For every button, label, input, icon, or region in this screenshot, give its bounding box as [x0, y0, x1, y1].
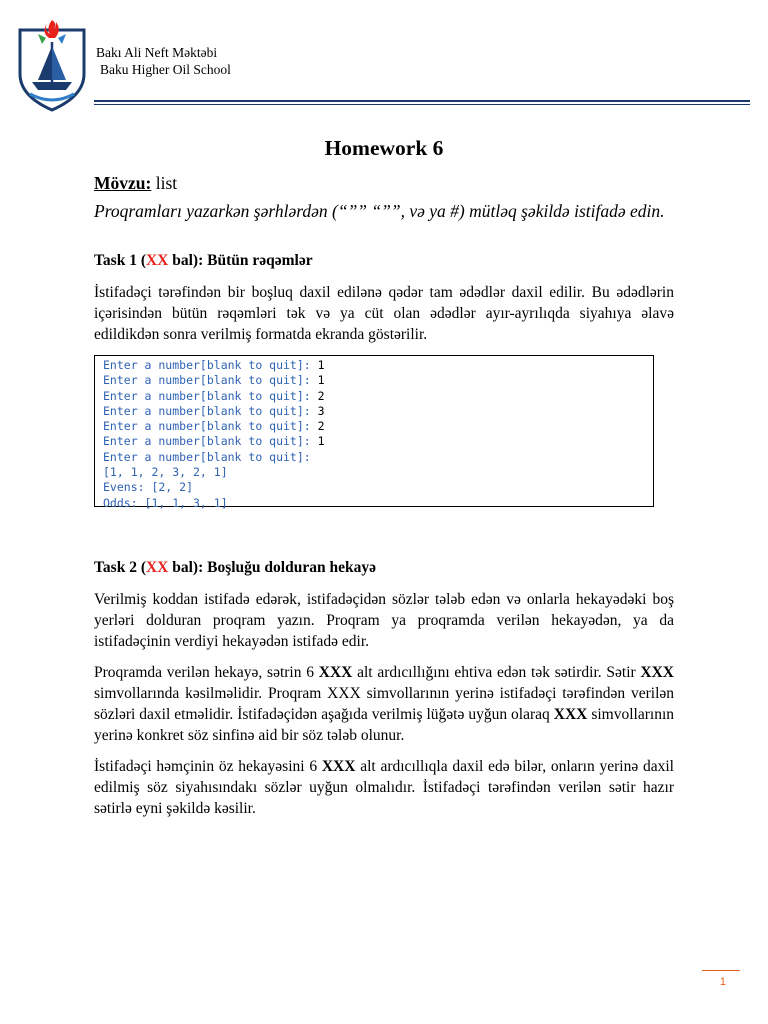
- task2-points: XX: [145, 559, 169, 576]
- code-line: Enter a number[blank to quit]: 1: [103, 434, 325, 449]
- code-line: Evens: [2, 2]: [103, 480, 194, 495]
- task2-paragraph-2: Proqramda verilən hekayə, sətrin 6 XXX alt ardıcıllığını ehtiva edən tək sətirdir. Sətir XXX simvollarında kəsilməlidir. Proqram XXX simvollarının yerinə istifadəçi tərəfindən verilən sözləri daxil etməlidir. İstifadəçidən aşağıda verilmiş lüğətə uyğun olaraq XXX simvollarının yerinə konkret söz sinfinə aid bir söz tələb olunur.: [94, 664, 675, 744]
- school-name-en: Baku Higher Oil School: [100, 62, 231, 77]
- task1-suffix: bal): Bütün rəqəmlər: [168, 252, 313, 269]
- task1-points: XX: [145, 252, 169, 269]
- header-rule: [94, 100, 750, 102]
- task2-suffix: bal): Boşluğu dolduran hekayə: [168, 559, 376, 576]
- task2-prefix: Task 2 (: [94, 559, 146, 576]
- code-line: Enter a number[blank to quit]: 1: [103, 373, 325, 388]
- school-name: [96, 44, 231, 78]
- code-line: Enter a number[blank to quit]: 1: [103, 358, 325, 372]
- topic-line: [94, 173, 674, 194]
- task2-paragraph-1: Verilmiş koddan istifadə edərək, istifadəçidən sözlər tələb edən və onlarla hekayədəki boş yerləri dolduran proqram yazın. Proqram ya proqramda verilən hekayədən, ya da istifadəçinin verdiyi hekayədən istifadə edir.: [94, 591, 674, 650]
- code-line: Enter a number[blank to quit]: 2: [103, 388, 325, 403]
- school-logo-icon: [16, 16, 88, 112]
- task1-paragraph: İstifadəçi tərəfindən bir boşluq daxil edilənə qədər tam ədədlər daxil edilir. Bu ədədlərin içərisindən bütün rəqəmləri tək və ya cüt olan ədədlər ayır-ayrılıqda siyahıya əlavə edildikdən sonra verilmiş formatda ekranda göstərilir.: [94, 284, 674, 343]
- header-rule-thin: [94, 104, 750, 105]
- code-sample-box: [94, 355, 654, 510]
- topic-value: list: [155, 173, 178, 193]
- code-line: Enter a number[blank to quit]: 2: [103, 419, 325, 434]
- footer-rule: [702, 970, 740, 971]
- document-title: Homework 6: [324, 136, 444, 160]
- code-line: Enter a number[blank to quit]:: [103, 449, 318, 464]
- task2-heading: [94, 559, 674, 577]
- school-name-az: Bakı Ali Neft Məktəbi: [96, 45, 218, 60]
- task1-heading: [94, 252, 674, 270]
- page-number: 1: [719, 976, 726, 988]
- task2-paragraph-3: İstifadəçi həmçinin öz hekayəsini 6 XXX alt ardıcıllıqla daxil edə bilər, onların yerinə daxil edilmiş söz siyahısındakı sözlər uyğun olmalıdır. İstifadəçi tərəfindən verilən sətir hazır sətirlə eyni şəkildə kəsilir.: [94, 758, 674, 817]
- comment-note: Proqramları yazarkən şərhlərdən (“”” “””, və ya #) mütləq şəkildə istifadə edin.: [94, 201, 665, 221]
- code-line: Enter a number[blank to quit]: 3: [103, 403, 325, 418]
- code-line: [1, 1, 2, 3, 2, 1]: [103, 465, 228, 480]
- task1-prefix: Task 1 (: [94, 252, 146, 269]
- topic-label: Mövzu:: [94, 173, 152, 193]
- code-line: Odds: [1, 1, 3, 1]: [103, 495, 228, 510]
- document-body: [94, 132, 674, 829]
- page-header: [0, 0, 768, 110]
